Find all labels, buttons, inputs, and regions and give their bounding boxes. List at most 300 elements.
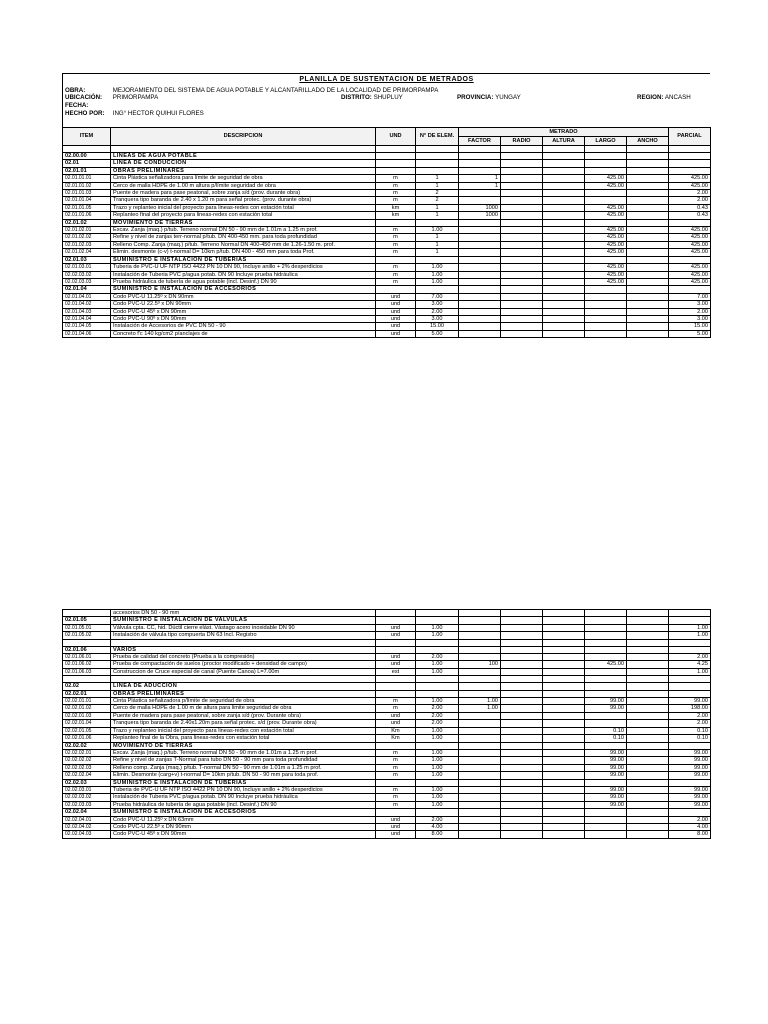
empty-cell xyxy=(416,809,459,816)
largo-cell: 99.00 xyxy=(585,764,627,771)
factor-cell: 100 xyxy=(459,661,501,668)
ancho-cell xyxy=(627,293,669,300)
table-row xyxy=(63,301,711,308)
empty-cell xyxy=(459,639,501,646)
description-cell: Cerco de malla HDPE de 1.00 m de altura para limite seguridad de obra xyxy=(111,705,376,712)
description-cell: Replanteo final del proyecto para lineas-redes con estación total xyxy=(111,212,376,219)
elem-cell: 1.00 xyxy=(416,794,459,801)
item-code: 02.01.03.01 xyxy=(63,264,111,271)
section-title: MOVIMIENTO DE TIERRAS xyxy=(111,219,376,226)
empty-cell xyxy=(669,683,711,690)
elem-cell: 1.00 xyxy=(416,727,459,734)
table-row xyxy=(63,712,711,719)
parcial-cell: 425.00 xyxy=(669,271,711,278)
altura-cell xyxy=(543,749,585,756)
item-code: 02.02.04.02 xyxy=(63,823,111,830)
empty-cell xyxy=(669,742,711,749)
empty-cell xyxy=(501,167,543,174)
blank-row xyxy=(63,146,711,153)
empty-cell xyxy=(376,742,416,749)
item-code: 02.01.05.02 xyxy=(63,632,111,639)
altura-cell xyxy=(543,764,585,771)
item-code: 02.01.06 xyxy=(63,646,111,653)
unit-cell: km xyxy=(376,212,416,219)
radio-cell xyxy=(501,772,543,779)
parcial-cell: 198.00 xyxy=(669,705,711,712)
unit-cell: m xyxy=(376,175,416,182)
table-row xyxy=(63,668,711,675)
ancho-cell xyxy=(627,749,669,756)
elem-cell: 1.00 xyxy=(416,632,459,639)
empty-cell xyxy=(376,690,416,697)
ancho-cell xyxy=(627,823,669,830)
factor-cell xyxy=(459,308,501,315)
empty-cell xyxy=(627,646,669,653)
section-row xyxy=(63,742,711,749)
unit-cell: m xyxy=(376,271,416,278)
item-code: 02.02.03.01 xyxy=(63,786,111,793)
region-label: REGION: xyxy=(637,94,664,101)
item-code: 02.02.01 xyxy=(63,690,111,697)
ancho-cell xyxy=(627,632,669,639)
ancho-cell xyxy=(627,182,669,189)
provincia-label: PROVINCIA: xyxy=(457,94,494,101)
elem-cell: 2.00 xyxy=(416,308,459,315)
factor-cell xyxy=(459,720,501,727)
empty-cell xyxy=(543,153,585,160)
empty-cell xyxy=(627,690,669,697)
empty-cell xyxy=(669,167,711,174)
section-row xyxy=(63,809,711,816)
elem-cell: 7.00 xyxy=(416,293,459,300)
radio-cell xyxy=(501,197,543,204)
largo-cell: 99.00 xyxy=(585,757,627,764)
empty-cell xyxy=(416,160,459,167)
empty-cell xyxy=(459,676,501,683)
item-code: 02.02.01.01 xyxy=(63,698,111,705)
altura-cell xyxy=(543,786,585,793)
section-title: LINEAS DE AGUA POTABLE xyxy=(111,153,376,160)
radio-cell xyxy=(501,764,543,771)
empty-cell xyxy=(459,167,501,174)
altura-cell xyxy=(543,624,585,631)
parcial-cell: 2.00 xyxy=(669,197,711,204)
ancho-cell xyxy=(627,271,669,278)
altura-cell xyxy=(543,610,585,617)
item-code: 02.02.02.01 xyxy=(63,749,111,756)
elem-cell: 1.00 xyxy=(416,227,459,234)
radio-cell xyxy=(501,293,543,300)
elem-cell: 4.00 xyxy=(416,823,459,830)
factor-cell xyxy=(459,241,501,248)
factor-cell xyxy=(459,330,501,337)
item-code xyxy=(63,610,111,617)
factor-cell xyxy=(459,624,501,631)
elem-cell: 2.00 xyxy=(416,720,459,727)
table-row xyxy=(63,175,711,182)
ancho-cell xyxy=(627,757,669,764)
description-cell: Trazo y replanteo inicial del proyecto para lineas-redes con estación total xyxy=(111,204,376,211)
description-cell: Prueba de compactación de suelos (proctor modificado + densidad de campo) xyxy=(111,661,376,668)
factor-cell xyxy=(459,786,501,793)
parcial-cell: 99.00 xyxy=(669,757,711,764)
radio-cell xyxy=(501,654,543,661)
altura-cell xyxy=(543,175,585,182)
section-title: LINEA DE ADUCCION xyxy=(111,683,376,690)
altura-cell xyxy=(543,278,585,285)
item-code: 02.01.01 xyxy=(63,167,111,174)
elem-cell: 2 xyxy=(416,197,459,204)
empty-cell xyxy=(669,646,711,653)
hecho-value: ING° HECTOR QUIHUI FLORES xyxy=(112,110,204,117)
section-title: VARIOS xyxy=(111,646,376,653)
empty-cell xyxy=(669,617,711,624)
altura-cell xyxy=(543,264,585,271)
table-body-1 xyxy=(63,146,711,338)
unit-cell: m xyxy=(376,264,416,271)
table-row xyxy=(63,610,711,617)
largo-cell: 425.00 xyxy=(585,661,627,668)
factor-cell xyxy=(459,610,501,617)
unit-cell: m xyxy=(376,801,416,808)
item-code: 02.02.04.01 xyxy=(63,816,111,823)
blank-row xyxy=(63,676,711,683)
largo-cell xyxy=(585,720,627,727)
parcial-cell: 99.00 xyxy=(669,801,711,808)
ancho-cell xyxy=(627,720,669,727)
factor-cell: 1 xyxy=(459,182,501,189)
elem-cell: 1 xyxy=(416,241,459,248)
item-code: 02.01.01.04 xyxy=(63,197,111,204)
elem-cell: 1.00 xyxy=(416,772,459,779)
description-cell: Instalación de Tuberia PVC p/agua potab. DN 90 Incluye prueba hidráulica xyxy=(111,794,376,801)
unit-cell: m xyxy=(376,190,416,197)
table-row xyxy=(63,315,711,322)
description-cell: Cinta Plástica señalizadora para límite de seguridad de obra xyxy=(111,175,376,182)
largo-cell xyxy=(585,624,627,631)
description-cell: Codo PVC-U 22.5º x DN 90mm xyxy=(111,301,376,308)
item-code: 02.02.03 xyxy=(63,779,111,786)
item-code: 02.02.01.02 xyxy=(63,705,111,712)
table-row xyxy=(63,705,711,712)
sheet-title: PLANILLA DE SUSTENTACION DE METRADOS xyxy=(62,73,710,85)
section-row xyxy=(63,286,711,293)
radio-cell xyxy=(501,330,543,337)
empty-cell xyxy=(501,617,543,624)
empty-cell xyxy=(416,646,459,653)
elem-cell: 2.00 xyxy=(416,712,459,719)
item-code: 02.01.04.02 xyxy=(63,301,111,308)
elem-cell: 1.00 xyxy=(416,735,459,742)
empty-cell xyxy=(585,219,627,226)
unit-cell: und xyxy=(376,654,416,661)
item-code: 02.02.01.06 xyxy=(63,735,111,742)
altura-cell xyxy=(543,227,585,234)
description-cell: Codo PVC-U 45º x DN 90mm xyxy=(111,308,376,315)
table-row xyxy=(63,624,711,631)
largo-cell xyxy=(585,823,627,830)
section-row xyxy=(63,153,711,160)
empty-cell xyxy=(416,146,459,153)
table-row xyxy=(63,278,711,285)
empty-cell xyxy=(416,256,459,263)
description-cell: Puente de madera para pase peatonal, sobre zanja s/d (prov. Durante obra) xyxy=(111,712,376,719)
header-metrado: METRADO xyxy=(459,128,669,137)
item-code: 02.01.05 xyxy=(63,617,111,624)
table-row xyxy=(63,727,711,734)
elem-cell: 5.00 xyxy=(416,330,459,337)
empty-cell xyxy=(585,683,627,690)
description-cell: Prueba de calidad del concreto (Prueba a la compresión) xyxy=(111,654,376,661)
parcial-cell: 99.00 xyxy=(669,794,711,801)
elem-cell: 1 xyxy=(416,234,459,241)
unit-cell: m xyxy=(376,234,416,241)
item-code: 02.01.01.01 xyxy=(63,175,111,182)
altura-cell xyxy=(543,315,585,322)
item-code: 02.01.06.01 xyxy=(63,654,111,661)
description-cell: Tranquera tipo baranda de 2.40 x 1.20 m para señal protec. (prov. durante obra) xyxy=(111,197,376,204)
empty-cell xyxy=(627,256,669,263)
largo-cell xyxy=(585,293,627,300)
empty-cell xyxy=(376,617,416,624)
header-ancho: ANCHO xyxy=(627,137,669,146)
unit-cell: m xyxy=(376,249,416,256)
parcial-cell: 99.00 xyxy=(669,749,711,756)
factor-cell xyxy=(459,794,501,801)
altura-cell xyxy=(543,772,585,779)
item-code: 02.01.02.03 xyxy=(63,241,111,248)
factor-cell xyxy=(459,301,501,308)
unit-cell: und xyxy=(376,712,416,719)
description-cell: Elimin. Desmonte (carg+v) t-normal D= 10km p/tub. DN 50 - 90 mm para toda prof. xyxy=(111,772,376,779)
description-cell: Cinta Plástica señalizadora p/límite de seguridad de obra xyxy=(111,698,376,705)
radio-cell xyxy=(501,720,543,727)
section-row xyxy=(63,779,711,786)
item-code: 02.02.01.04 xyxy=(63,720,111,727)
ancho-cell xyxy=(627,227,669,234)
elem-cell: 1 xyxy=(416,204,459,211)
empty-cell xyxy=(501,683,543,690)
sheet-page-2 xyxy=(62,609,710,839)
section-row xyxy=(63,256,711,263)
unit-cell: und xyxy=(376,632,416,639)
unit-cell: und xyxy=(376,816,416,823)
unit-cell: und xyxy=(376,323,416,330)
largo-cell: 425.00 xyxy=(585,182,627,189)
elem-cell: 8.00 xyxy=(416,831,459,838)
empty-cell xyxy=(669,146,711,153)
empty-cell xyxy=(376,639,416,646)
unit-cell: m xyxy=(376,227,416,234)
parcial-cell xyxy=(669,610,711,617)
empty-cell xyxy=(376,146,416,153)
empty-cell xyxy=(501,809,543,816)
factor-cell xyxy=(459,816,501,823)
elem-cell: 2.00 xyxy=(416,654,459,661)
radio-cell xyxy=(501,698,543,705)
description-cell: Codo PVC-U 90º x DN 90mm xyxy=(111,315,376,322)
empty-cell xyxy=(459,646,501,653)
unit-cell: und xyxy=(376,330,416,337)
table-row xyxy=(63,757,711,764)
ancho-cell xyxy=(627,610,669,617)
factor-cell xyxy=(459,271,501,278)
elem-cell: 2 xyxy=(416,190,459,197)
empty-cell xyxy=(501,779,543,786)
empty-cell xyxy=(459,617,501,624)
section-title: SUMINISTRO E INSTALACION DE ACCESORIOS xyxy=(111,809,376,816)
unit-cell: und xyxy=(376,720,416,727)
item-code: 02.01.03 xyxy=(63,256,111,263)
section-title: OBRAS PRELIMINARES xyxy=(111,167,376,174)
table-row xyxy=(63,661,711,668)
header-item: ITEM xyxy=(63,128,111,146)
parcial-cell: 0.43 xyxy=(669,212,711,219)
table-row xyxy=(63,182,711,189)
ancho-cell xyxy=(627,668,669,675)
empty-cell xyxy=(669,809,711,816)
empty-cell xyxy=(669,286,711,293)
empty-cell xyxy=(376,779,416,786)
empty-cell xyxy=(416,742,459,749)
description-cell: Elimin. desmonte (c-v) t-normal D= 10km p/tub. DN 400 - 450 mm para toda Prof. xyxy=(111,249,376,256)
parcial-cell: 425.00 xyxy=(669,264,711,271)
factor-cell: 1000 xyxy=(459,204,501,211)
item-code: 02.01.01.05 xyxy=(63,204,111,211)
elem-cell: 1.00 xyxy=(416,278,459,285)
factor-cell xyxy=(459,757,501,764)
empty-cell xyxy=(416,286,459,293)
parcial-cell: 0.10 xyxy=(669,735,711,742)
radio-cell xyxy=(501,757,543,764)
factor-cell xyxy=(459,293,501,300)
parcial-cell: 1.00 xyxy=(669,668,711,675)
radio-cell xyxy=(501,212,543,219)
altura-cell xyxy=(543,823,585,830)
radio-cell xyxy=(501,705,543,712)
empty-cell xyxy=(501,160,543,167)
radio-cell xyxy=(501,308,543,315)
unit-cell: m xyxy=(376,786,416,793)
item-code: 02.01.01.02 xyxy=(63,182,111,189)
empty-cell xyxy=(627,683,669,690)
factor-cell xyxy=(459,249,501,256)
empty-cell xyxy=(543,690,585,697)
empty-cell xyxy=(585,742,627,749)
item-code: 02.01 xyxy=(63,160,111,167)
unit-cell: und xyxy=(376,301,416,308)
unit-cell: m xyxy=(376,182,416,189)
ancho-cell xyxy=(627,698,669,705)
item-code: 02.01.01.06 xyxy=(63,212,111,219)
empty-cell xyxy=(111,639,376,646)
item-code: 02.01.02.02 xyxy=(63,234,111,241)
empty-cell xyxy=(459,683,501,690)
table-row xyxy=(63,227,711,234)
ancho-cell xyxy=(627,212,669,219)
item-code: 02.02.01.05 xyxy=(63,727,111,734)
largo-cell: 425.00 xyxy=(585,249,627,256)
table-row xyxy=(63,330,711,337)
empty-cell xyxy=(627,742,669,749)
altura-cell xyxy=(543,308,585,315)
factor-cell xyxy=(459,831,501,838)
parcial-cell: 99.00 xyxy=(669,772,711,779)
radio-cell xyxy=(501,831,543,838)
elem-cell: 1.00 xyxy=(416,264,459,271)
elem-cell: 1.00 xyxy=(416,271,459,278)
item-code: 02.02.03.03 xyxy=(63,278,111,285)
section-row xyxy=(63,683,711,690)
table-row xyxy=(63,293,711,300)
unit-cell: m xyxy=(376,197,416,204)
altura-cell xyxy=(543,831,585,838)
provincia-value: YUNGAY xyxy=(495,94,521,101)
section-row xyxy=(63,617,711,624)
radio-cell xyxy=(501,610,543,617)
radio-cell xyxy=(501,227,543,234)
factor-cell xyxy=(459,735,501,742)
largo-cell: 99.00 xyxy=(585,772,627,779)
empty-cell xyxy=(416,219,459,226)
largo-cell: 425.00 xyxy=(585,227,627,234)
empty-cell xyxy=(459,153,501,160)
altura-cell xyxy=(543,197,585,204)
item-code: 02.01.02 xyxy=(63,219,111,226)
empty-cell xyxy=(459,809,501,816)
description-cell: Replanteo final de la Obra, para lineas-redes con estación total xyxy=(111,735,376,742)
altura-cell xyxy=(543,668,585,675)
section-title: OBRAS PRELIMINARES xyxy=(111,690,376,697)
item-code: 02.01.04.05 xyxy=(63,323,111,330)
ancho-cell xyxy=(627,831,669,838)
altura-cell xyxy=(543,794,585,801)
unit-cell: m xyxy=(376,241,416,248)
radio-cell xyxy=(501,794,543,801)
empty-cell xyxy=(111,676,376,683)
largo-cell xyxy=(585,712,627,719)
description-cell: Instalación de Accesorios de PVC DN 50 - 90 xyxy=(111,323,376,330)
radio-cell xyxy=(501,712,543,719)
largo-cell: 99.00 xyxy=(585,705,627,712)
radio-cell xyxy=(501,735,543,742)
table-row xyxy=(63,772,711,779)
factor-cell xyxy=(459,227,501,234)
parcial-cell: 425.00 xyxy=(669,278,711,285)
unit-cell: Km xyxy=(376,727,416,734)
empty-cell xyxy=(543,742,585,749)
factor-cell xyxy=(459,712,501,719)
radio-cell xyxy=(501,241,543,248)
obra-label: OBRA: xyxy=(65,87,86,94)
empty-cell xyxy=(543,160,585,167)
empty-cell xyxy=(501,153,543,160)
description-cell: accesorios DN 50 - 90 mm xyxy=(111,610,376,617)
largo-cell: 99.00 xyxy=(585,786,627,793)
ancho-cell xyxy=(627,801,669,808)
empty-cell xyxy=(459,219,501,226)
parcial-cell: 425.00 xyxy=(669,241,711,248)
parcial-cell: 99.00 xyxy=(669,764,711,771)
parcial-cell: 2.00 xyxy=(669,720,711,727)
radio-cell xyxy=(501,175,543,182)
factor-cell xyxy=(459,727,501,734)
item-code: 02.01.04.04 xyxy=(63,315,111,322)
description-cell: Válvula cpta. CC, hid. Dúctil cierre elást. Vástago acero inoxidable DN 90 xyxy=(111,624,376,631)
ancho-cell xyxy=(627,234,669,241)
empty-cell xyxy=(376,167,416,174)
ancho-cell xyxy=(627,264,669,271)
